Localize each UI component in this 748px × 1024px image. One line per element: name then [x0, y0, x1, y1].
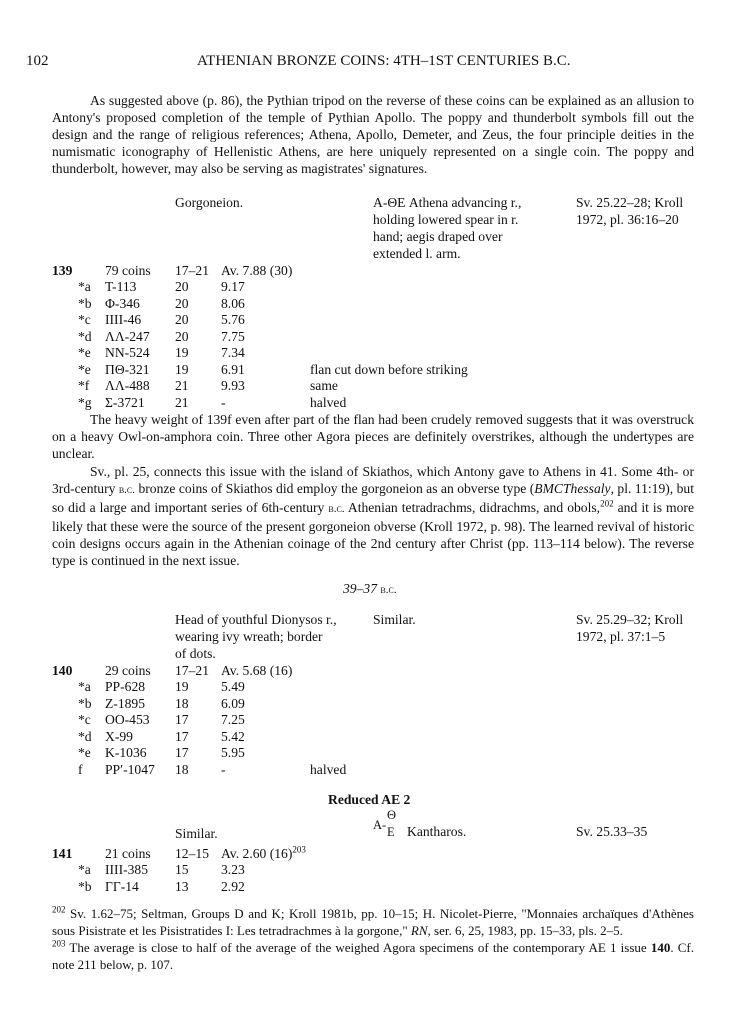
- specimen-id: ΛΛ-488: [105, 378, 150, 393]
- specimen-diameter: 17: [175, 712, 189, 727]
- specimen-id: PP′-1047: [105, 761, 155, 777]
- specimen-weight: 5.42: [221, 728, 245, 744]
- issue-number: 141: [52, 846, 73, 861]
- specimen-id: ΙΙΙΙ-46: [105, 312, 142, 327]
- reverse-desc-line: extended l. arm.: [373, 246, 461, 261]
- reverse-desc: Similar.: [373, 612, 416, 627]
- specimen-diameter: 19: [175, 361, 189, 377]
- legend-left: Α-: [373, 818, 387, 832]
- specimen-letter: *f: [78, 378, 90, 393]
- specimen-diameter: 18: [175, 761, 189, 777]
- obverse-desc-line: Head of youthful Dionysos r.,: [175, 612, 337, 627]
- specimen-diameter: 18: [175, 695, 189, 711]
- specimen-diameter: 13: [175, 878, 189, 894]
- footnote-number: 202: [52, 904, 66, 915]
- paragraph: The heavy weight of 139f even after part of the flan had been crudely removed suggests that it was overstruck on a heavy Owl-on-amphora coin. Three other Agora pieces are definitely overstrikes, although the undertypes are unclear.: [52, 412, 694, 461]
- specimen-id: Σ-3721: [105, 394, 145, 410]
- specimen-diameter: 19: [175, 345, 189, 360]
- specimen-id: ΛΛ-247: [105, 328, 150, 344]
- era-abbrev: b.c.: [328, 503, 345, 515]
- specimen-letter: *g: [78, 394, 92, 410]
- reference: Sv. 25.33–35: [576, 824, 648, 839]
- obverse-desc-line: wearing ivy wreath; border: [175, 629, 323, 644]
- text: The average is close to half of the average of the weighed Agora specimens of the contemporary AE 1 issue: [65, 940, 651, 955]
- specimen-diameter: 17: [175, 745, 189, 760]
- issue-number: 140: [52, 663, 73, 678]
- specimen-letter: *d: [78, 728, 92, 744]
- footnote-202: [52, 906, 694, 939]
- specimen-id: PP-628: [105, 679, 146, 694]
- specimen-weight: 6.91: [221, 361, 245, 377]
- specimen-weight: 2.92: [221, 878, 245, 894]
- specimen-letter: *a: [78, 279, 91, 294]
- specimen-letter: f: [78, 761, 83, 777]
- diameter-range: 17–21: [175, 263, 209, 278]
- average-weight: Av. 5.68 (16): [221, 663, 293, 678]
- specimen-diameter: 21: [175, 394, 189, 410]
- specimen-note: halved: [310, 394, 347, 410]
- specimen-diameter: 21: [175, 378, 189, 393]
- specimen-letter: *b: [78, 878, 92, 894]
- specimen-id: X-99: [105, 728, 133, 744]
- specimen-letter: *e: [78, 745, 91, 760]
- average-weight: [221, 846, 306, 863]
- specimen-id: NN-524: [105, 345, 150, 360]
- text: bronze coins of Skiathos did employ the gorgoneion as an obverse type (: [135, 481, 535, 496]
- reverse-desc-line: Α-ΘΕ Athena advancing r.,: [373, 195, 522, 210]
- era-abbrev: b.c.: [380, 584, 397, 596]
- specimen-letter: *a: [78, 679, 91, 694]
- diameter-range: 12–15: [175, 846, 209, 861]
- era-abbrev: b.c.: [118, 484, 136, 496]
- text: . Cf. note 211 below, p. 107.: [52, 940, 694, 972]
- specimen-letter: *e: [78, 361, 91, 377]
- specimen-diameter: 17: [175, 728, 189, 744]
- issue-number: 139: [52, 263, 73, 278]
- running-title: ATHENIAN BRONZE COINS: 4TH–1ST CENTURIES B.C.: [197, 53, 571, 69]
- reverse-desc-line: hand; aegis draped over: [373, 229, 503, 244]
- specimen-letter: *c: [78, 712, 91, 727]
- footnote-ref[interactable]: 202: [600, 498, 614, 509]
- coin-count: 79 coins: [105, 263, 151, 278]
- paragraph: [52, 463, 694, 569]
- average-weight: Av. 7.88 (30): [221, 263, 293, 278]
- coin-count: 29 coins: [105, 663, 151, 678]
- text: Sv. 1.62–75; Seltman, Groups D and K; Kroll 1981b, pp. 10–15; H. Nicolet-Pierre, "Monnaies archaïques d'Athènes sous Pisistrate et les Pisistratides I: Les tetradrachmes à la gorgone,": [52, 906, 694, 938]
- specimen-diameter: 20: [175, 312, 189, 327]
- reverse-desc: Kantharos.: [407, 824, 467, 839]
- specimen-diameter: 20: [175, 279, 189, 294]
- footnote-ref[interactable]: 203: [292, 844, 306, 855]
- specimen-id: ΓΓ-14: [105, 878, 139, 894]
- specimen-letter: *a: [78, 862, 91, 877]
- footnote-number: 203: [52, 938, 66, 949]
- specimen-note: flan cut down before striking: [310, 361, 468, 377]
- obverse-desc-line: of dots.: [175, 646, 216, 661]
- legend-top: Θ: [387, 808, 397, 822]
- obverse-desc: Gorgoneion.: [175, 195, 244, 210]
- intro-paragraph: As suggested above (p. 86), the Pythian tripod on the reverse of these coins can be explained as an allusion to Antony's proposed completion of the temple of Pythian Apollo. The poppy and thunderbolt symbols fill out the design and the range of religious references; Athena, Apollo, Demeter, and Zeus, the four principle deities in the numismatic iconography of Hellenistic Athens, are here uniquely represented on a single coin. The poppy and thunderbolt, however, may also be serving as magistrates' signatures.: [52, 93, 694, 176]
- obverse-desc: Similar.: [175, 826, 218, 841]
- specimen-weight: 9.17: [221, 279, 245, 294]
- specimen-weight: 6.09: [221, 695, 245, 711]
- specimen-weight: -: [221, 761, 226, 777]
- specimen-diameter: 15: [175, 862, 189, 877]
- reference: Sv. 25.29–32; Kroll: [576, 612, 684, 627]
- specimen-letter: *e: [78, 345, 91, 360]
- specimen-id: ΠΘ-321: [105, 361, 150, 377]
- specimen-id: K-1036: [105, 745, 147, 760]
- specimen-id: T-113: [105, 279, 137, 294]
- specimen-diameter: 19: [175, 679, 189, 694]
- reverse-desc-line: holding lowered spear in r.: [373, 212, 519, 227]
- specimen-id: Z-1895: [105, 695, 146, 711]
- date-heading: [343, 581, 397, 599]
- specimen-weight: 5.95: [221, 745, 245, 760]
- reference: Sv. 25.22–28; Kroll: [576, 195, 684, 210]
- citation-title: BMCThessaly: [534, 481, 611, 496]
- specimen-weight: 9.93: [221, 378, 245, 393]
- specimen-id: ΙΙΙΙ-385: [105, 862, 149, 877]
- issue-ref: 140: [650, 940, 671, 955]
- specimen-note: halved: [310, 761, 347, 777]
- page-number: 102: [26, 53, 49, 69]
- reference: 1972, pl. 37:1–5: [576, 629, 666, 644]
- specimen-weight: -: [221, 394, 226, 410]
- specimen-weight: 5.76: [221, 312, 245, 327]
- specimen-letter: *d: [78, 328, 92, 344]
- specimen-letter: *b: [78, 295, 92, 311]
- specimen-note: same: [310, 378, 338, 393]
- diameter-range: 17–21: [175, 663, 209, 678]
- coin-count: 21 coins: [105, 846, 151, 861]
- text: Sv., pl. 25, connects this issue with the island of Skiathos, which Antony gave to Athens in 41. Some 4th- or 3rd-century: [52, 464, 694, 496]
- legend-bottom: Ε: [387, 825, 395, 839]
- specimen-weight: 5.49: [221, 679, 245, 694]
- text: Athenian tetradrachms, didrachms, and obols,: [344, 500, 601, 515]
- citation-title: RN: [410, 922, 428, 938]
- specimen-letter: *c: [78, 312, 91, 327]
- specimen-weight: 7.75: [221, 328, 245, 344]
- specimen-weight: 3.23: [221, 862, 245, 877]
- specimen-weight: 7.25: [221, 712, 245, 727]
- specimen-id: OO-453: [105, 712, 150, 727]
- legend-letter: Α: [373, 818, 383, 832]
- text: and it is more likely that these were the source of the present gorgoneion obverse (Kroll 1972, p. 98). The learned revival of historic coin designs occurs again in the Athenian coinage of the 2nd century after Christ (pp. 113–114 below). The reverse type is continued in the next issue.: [52, 500, 694, 568]
- specimen-letter: *b: [78, 695, 92, 711]
- specimen-id: Φ-346: [105, 295, 140, 311]
- specimen-weight: 8.06: [221, 295, 245, 311]
- reference: 1972, pl. 36:16–20: [576, 212, 679, 227]
- specimen-diameter: 20: [175, 295, 189, 311]
- avg-value: Av. 2.60 (16): [221, 846, 293, 861]
- date-years: 39–37: [343, 581, 377, 596]
- specimen-diameter: 20: [175, 328, 189, 344]
- text: , pl. 11:19), but so did a large and important series of 6th-century: [52, 481, 694, 515]
- footnote-203: [52, 940, 694, 973]
- text: , ser. 6, 25, 1983, pp. 15–33, pls. 2–5.: [427, 922, 623, 938]
- section-heading: Reduced AE 2: [328, 792, 411, 807]
- specimen-weight: 7.34: [221, 345, 245, 360]
